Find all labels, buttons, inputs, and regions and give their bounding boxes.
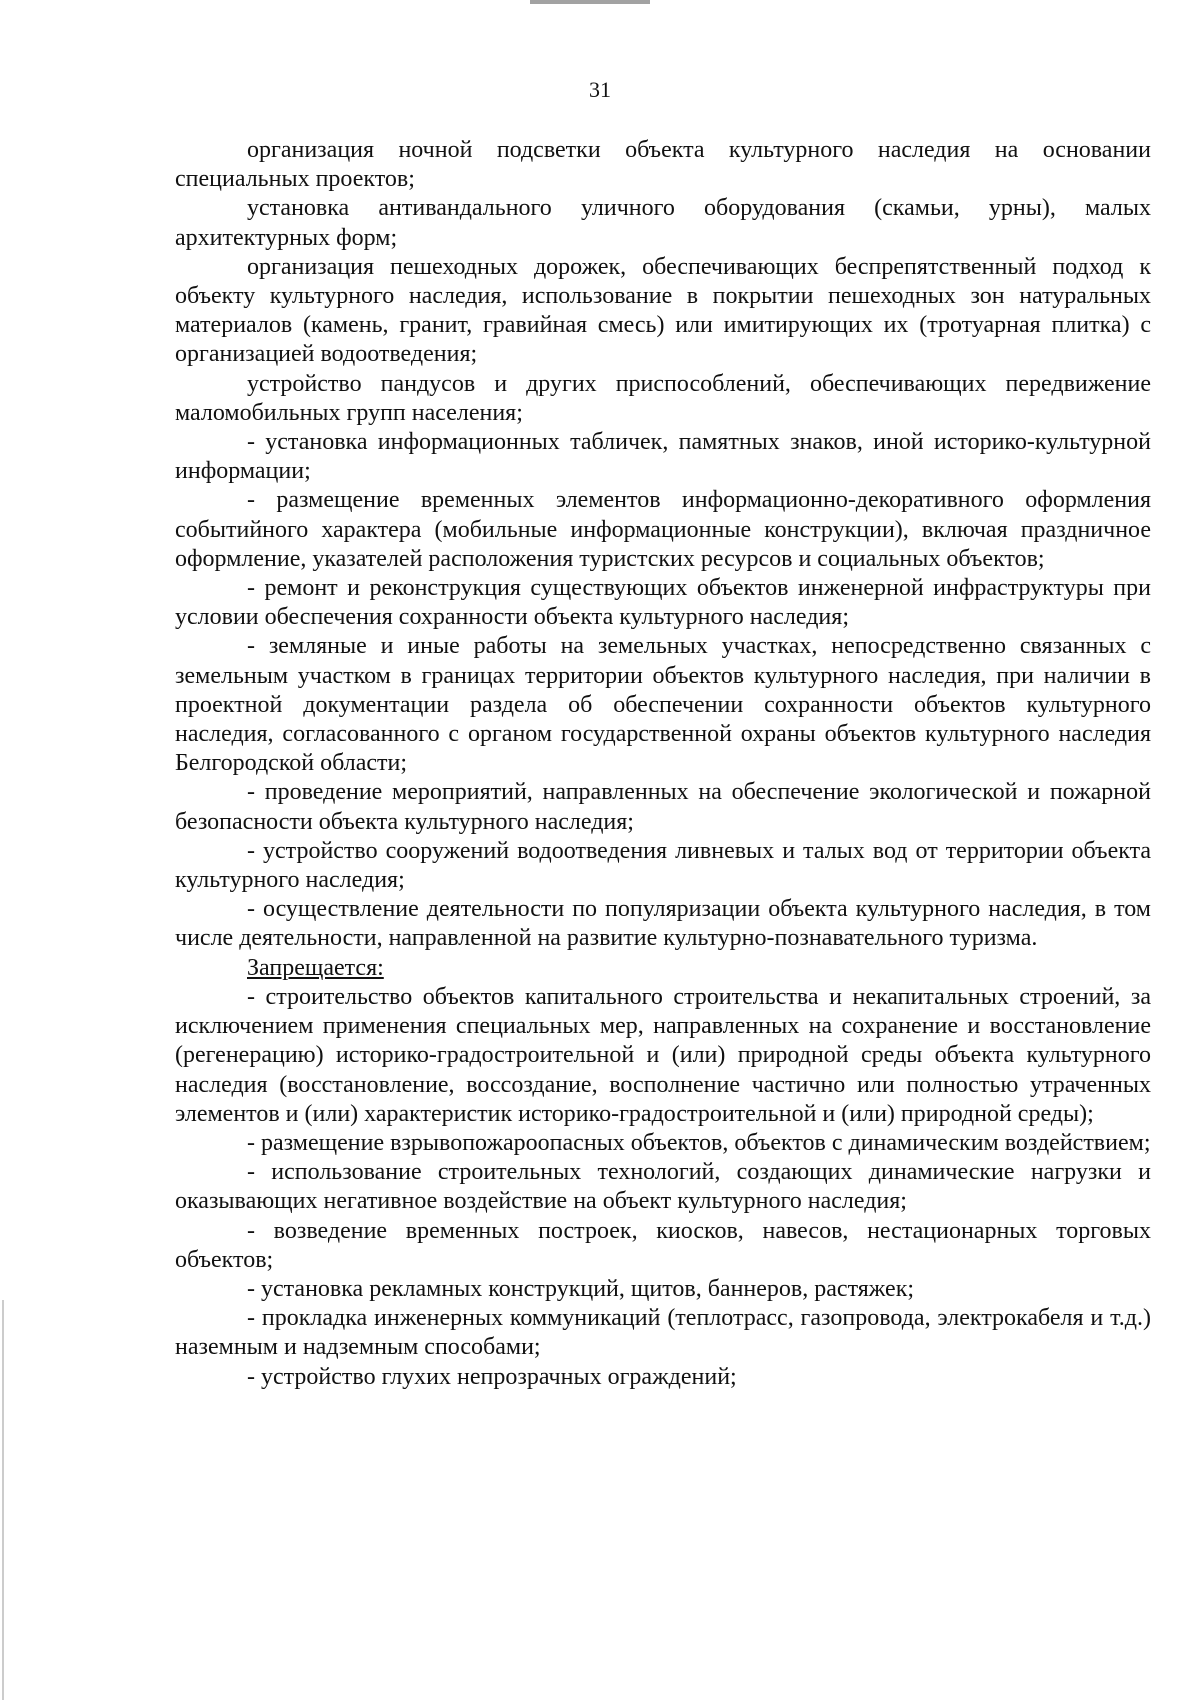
- paragraph: - проведение мероприятий, направленных на обеспечение экологической и пожарной безопасности объекта культурного наследия;: [175, 779, 1151, 835]
- prohibited-item: - размещение взрывопожароопасных объектов, объектов с динамическим воздействием;: [247, 1129, 1151, 1156]
- document-body: [175, 136, 1151, 1392]
- prohibited-heading-line: [175, 954, 1151, 983]
- paragraph: устройство пандусов и других приспособлений, обеспечивающих передвижение маломобильных групп населения;: [175, 370, 1151, 426]
- paragraph: установка антивандального уличного оборудования (скамьи, урны), малых архитектурных форм;: [175, 195, 1151, 251]
- paragraph: организация пешеходных дорожек, обеспечивающих беспрепятственный подход к объекту культурного наследия, использование в покрытии пешеходных зон натуральных материалов (камень, гранит, гравийная смесь) или имитирующих их (тротуарная плитка) с организацией водоотведения;: [175, 253, 1151, 368]
- paragraph: - размещение временных элементов информационно-декоративного оформления событийного характера (мобильные информационные конструкции), включая праздничное оформление, указателей расположения туристских ресурсов и социальных объектов;: [175, 487, 1151, 572]
- page-number: 31: [589, 77, 611, 102]
- paragraph: - устройство сооружений водоотведения ливневых и талых вод от территории объекта культурного наследия;: [175, 837, 1151, 894]
- paragraph: - ремонт и реконструкция существующих объектов инженерной инфраструктуры при условии обеспечения сохранности объекта культурного наследия;: [175, 575, 1151, 631]
- prohibited-item: - использование строительных технологий, создающих динамические нагрузки и оказывающих негативное воздействие на объект культурного наследия;: [175, 1159, 1151, 1215]
- prohibited-item: - установка рекламных конструкций, щитов, баннеров, растяжек;: [247, 1275, 915, 1302]
- prohibited-item: - прокладка инженерных коммуникаций (теплотрасс, газопровода, электрокабеля и т.д.) наземным и надземным способами;: [175, 1305, 1151, 1361]
- scan-left-edge: [2, 1300, 4, 1700]
- paragraph: - земляные и иные работы на земельных участках, непосредственно связанных с земельным участком в границах территории объектов культурного наследия, при наличии в проектной документации раздела об обеспечении сохранности объектов культурного наследия, согласованного с органом государственной охраны объектов культурного наследия Белгородской области;: [175, 633, 1151, 777]
- paragraph: - осуществление деятельности по популяризации объекта культурного наследия, в том числе деятельности, направленной на развитие культурно-познавательного туризма.: [175, 896, 1151, 952]
- prohibited-heading: Запрещается:: [247, 954, 384, 981]
- prohibited-item: - устройство глухих непрозрачных ограждений;: [247, 1363, 737, 1390]
- paragraph: организация ночной подсветки объекта культурного наследия на основании специальных проектов;: [175, 137, 1151, 193]
- scan-edge-mark: [530, 0, 650, 4]
- prohibited-item: - строительство объектов капитального строительства и некапитальных строений, за исключением применения специальных мер, направленных на сохранение и восстановление (регенерацию) историко-градостроительной и (или) природной среды объекта культурного наследия (восстановление, воссоздание, восполнение частично или полностью утраченных элементов и (или) характеристик историко-градостроительной и (или) природной среды);: [175, 983, 1151, 1127]
- prohibited-item: - возведение временных построек, киосков, навесов, нестационарных торговых объектов;: [175, 1217, 1151, 1273]
- paragraph: - установка информационных табличек, памятных знаков, иной историко-культурной информации;: [175, 429, 1151, 485]
